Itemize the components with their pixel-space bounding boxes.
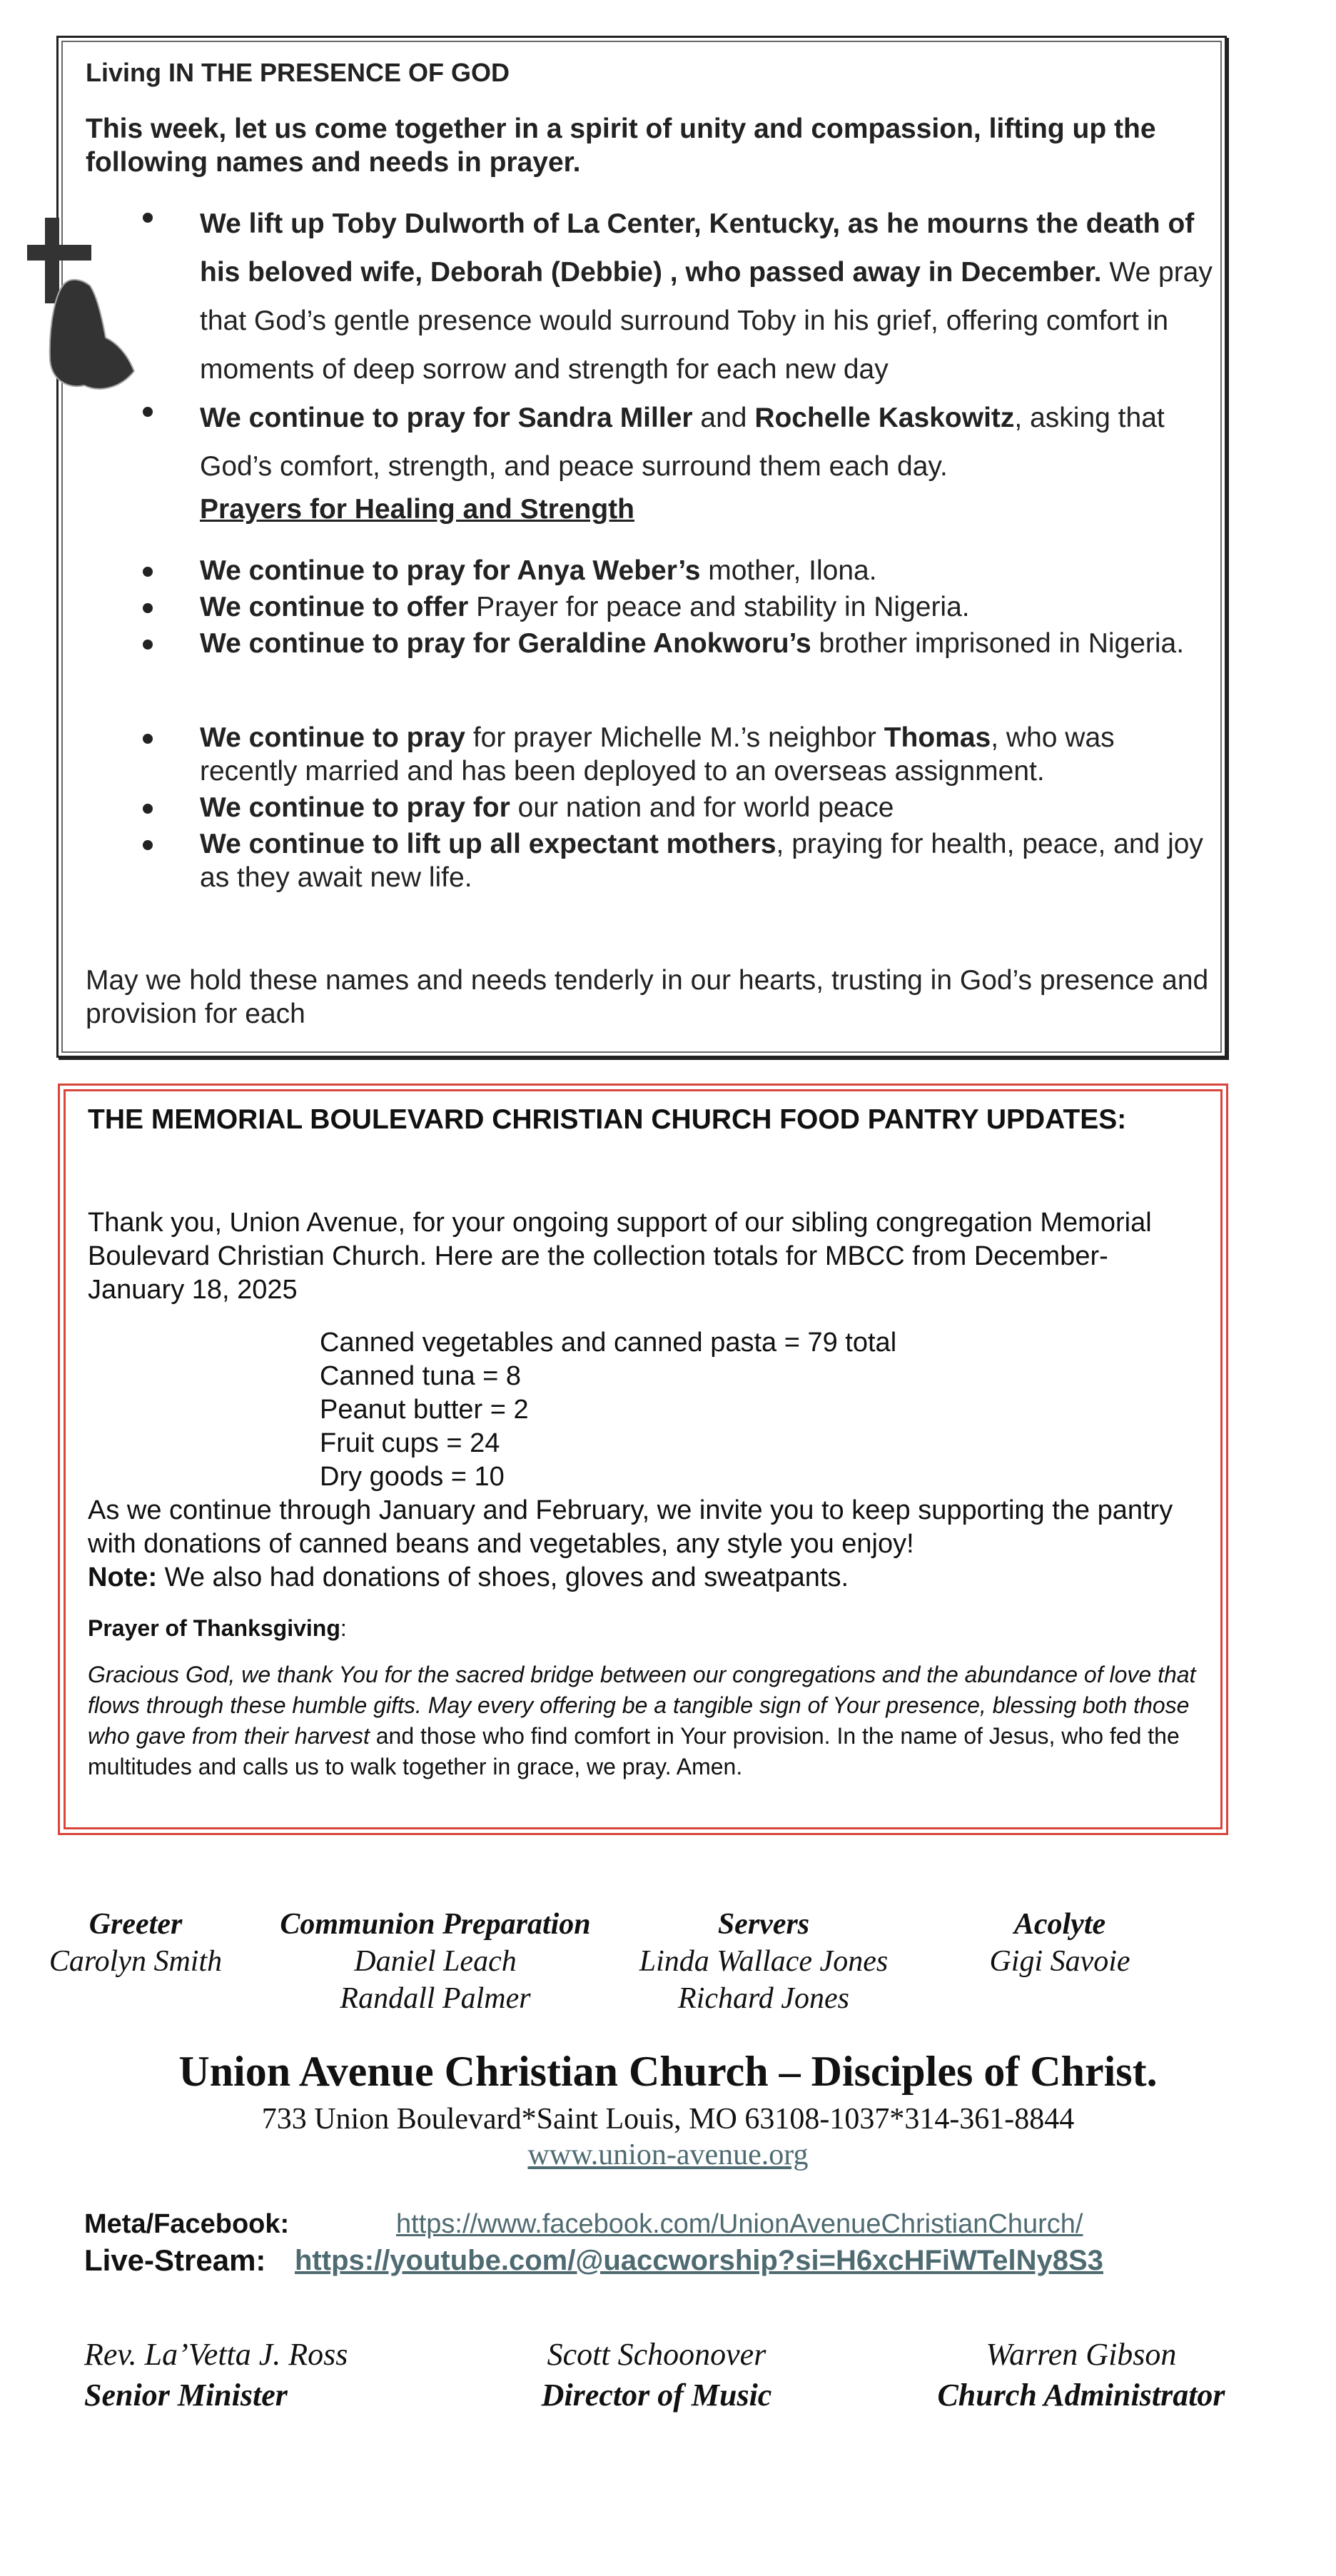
role-title: Communion Preparation	[280, 1908, 591, 1941]
item-bold-text: We continue to pray for Anya Weber’s	[200, 555, 701, 586]
staff-name: Warren Gibson	[986, 2337, 1177, 2372]
prayer-italic: Gracious God, we thank You for the sacred bridge between our congregations and the abundance of love that flows through these humble gifts. May every offering be a tangible sign of Your presence, blessing both those who gave from their harvest	[88, 1662, 1196, 1749]
item-bold-text: Thomas	[884, 722, 991, 753]
prayer-list-main	[143, 200, 1213, 491]
item-bold-text: We continue to pray for	[200, 792, 510, 823]
praying-hands-cross-icon	[27, 218, 141, 396]
total-item: Canned tuna = 8	[320, 1361, 522, 1391]
total-item: Dry goods = 10	[320, 1462, 505, 1492]
total-item: Canned vegetables and canned pasta = 79 total	[320, 1328, 897, 1358]
role-communion	[257, 1906, 614, 2017]
role-name: Linda Wallace Jones	[639, 1945, 889, 1978]
prayer-closing: May we hold these names and needs tenderly in our hearts, trusting in God’s presence and provision for each	[86, 965, 1209, 1029]
website-link[interactable]: www.union-avenue.org	[527, 2138, 809, 2171]
role-name: Randall Palmer	[340, 1982, 531, 2015]
prayer-list-more	[143, 721, 1213, 897]
list-item	[143, 627, 1213, 660]
prayer-intro: This week, let us come together in a spirit of unity and compassion, lifting up the following names and needs in prayer.	[86, 113, 1156, 178]
subheading-healing: Prayers for Healing and Strength	[200, 494, 634, 525]
note-label: Note:	[88, 1562, 158, 1592]
item-bold-text: We continue to offer	[200, 592, 469, 622]
continue-text: As we continue through January and February, we invite you to keep supporting the pantry with donations of canned beans and vegetables, any style you enjoy!	[88, 1495, 1173, 1559]
prayer-list-healing	[143, 554, 1213, 663]
role-title: Servers	[717, 1908, 810, 1941]
pantry-title: THE MEMORIAL BOULEVARD CHRISTIAN CHURCH FOOD PANTRY UPDATES:	[88, 1104, 1127, 1135]
staff-church-administrator	[906, 2334, 1256, 2415]
item-text: mother, Ilona.	[700, 555, 877, 586]
item-bold-text: We continue to pray	[200, 722, 465, 753]
list-item	[143, 827, 1213, 894]
prayer-list-box	[56, 36, 1227, 1058]
item-text: for prayer Michelle M.’s neighbor	[465, 722, 884, 753]
item-text: We pray that God’s gentle presence would surround Toby in his grief, offering comfort in moments of deep sorrow and strength for each new day	[200, 257, 1213, 385]
list-item	[143, 590, 1213, 624]
list-item	[143, 394, 1213, 491]
facebook-link[interactable]: https://www.facebook.com/UnionAvenueChristianChurch/	[396, 2209, 1083, 2239]
staff-name: Rev. La’Vetta J. Ross	[84, 2337, 348, 2372]
item-bold-text: We continue to pray for Geraldine Anokworu’s	[200, 628, 811, 659]
pantry-totals	[320, 1326, 896, 1494]
role-name: Gigi Savoie	[989, 1945, 1130, 1978]
pantry-continue	[88, 1494, 1201, 1595]
church-website-row	[0, 2138, 1336, 2172]
role-servers	[614, 1906, 914, 2017]
item-text: Prayer for peace and stability in Nigeria.	[468, 592, 970, 622]
item-text: , asking that God’s comfort, strength, and peace surround them each day.	[200, 403, 1165, 482]
item-text: and	[692, 403, 755, 433]
role-name: Daniel Leach	[354, 1945, 517, 1978]
item-text: , praying for health, peace, and joy as they await new life.	[200, 829, 1203, 893]
role-title: Greeter	[88, 1908, 183, 1941]
prayer-plain: and those who find comfort in Your provision. In the name of Jesus, who fed the multitudes and calls us to walk together in grace, we pray. Amen.	[88, 1723, 1180, 1779]
prayer-label: Prayer of Thanksgiving	[88, 1615, 340, 1641]
role-title: Acolyte	[1013, 1908, 1106, 1941]
item-text: , who was recently married and has been deployed to an overseas assignment.	[200, 722, 1115, 787]
pantry-intro: Thank you, Union Avenue, for your ongoing support of our sibling congregation Memorial Boulevard Christian Church. Here are the collection totals for MBCC from December-January 18, 2025	[88, 1208, 1152, 1305]
prayer-colon: :	[340, 1615, 347, 1641]
total-item: Peanut butter = 2	[320, 1395, 529, 1425]
list-item	[143, 721, 1213, 788]
livestream-link[interactable]: https://youtube.com/@uaccworship?si=H6xcHFiWTelNy8S3	[295, 2245, 1103, 2276]
staff-senior-minister	[84, 2334, 348, 2415]
prayer-of-thanksgiving-text	[88, 1660, 1201, 1782]
item-bold-text: We continue to pray for Sandra Miller	[200, 403, 693, 433]
role-name: Carolyn Smith	[49, 1945, 223, 1978]
staff-title: Senior Minister	[84, 2378, 288, 2413]
staff-director-of-music	[500, 2334, 814, 2415]
role-name: Richard Jones	[678, 1982, 849, 2015]
church-address: 733 Union Boulevard*Saint Louis, MO 63108-1037*314-361-8844	[261, 2103, 1075, 2136]
prayer-of-thanksgiving-heading	[88, 1612, 1201, 1645]
livestream-label: Live-Stream:	[84, 2243, 266, 2277]
staff-title: Director of Music	[541, 2378, 772, 2413]
note-text: We also had donations of shoes, gloves and sweatpants.	[157, 1562, 849, 1592]
role-acolyte	[949, 1906, 1170, 1980]
list-item	[143, 200, 1213, 394]
item-text: our nation and for world peace	[510, 792, 894, 823]
role-greeter	[21, 1906, 250, 1980]
church-name: Union Avenue Christian Church – Disciples of Christ.	[178, 2048, 1158, 2095]
prayer-box-title: Living IN THE PRESENCE OF GOD	[86, 58, 510, 87]
list-item	[143, 554, 1213, 587]
item-text: brother imprisoned in Nigeria.	[811, 628, 1185, 659]
facebook-label: Meta/Facebook:	[84, 2209, 290, 2239]
item-bold-text: Rochelle Kaskowitz	[754, 403, 1015, 433]
staff-name: Scott Schoonover	[547, 2337, 766, 2372]
item-bold-text: We continue to lift up all expectant mothers	[200, 829, 776, 859]
item-bold-text: We lift up Toby Dulworth of La Center, Kentucky, as he mourns the death of his beloved wife, Deborah (Debbie) , who passed away in December.	[200, 208, 1195, 288]
list-item	[143, 791, 1213, 824]
total-item: Fruit cups = 24	[320, 1428, 500, 1458]
staff-title: Church Administrator	[937, 2378, 1225, 2413]
